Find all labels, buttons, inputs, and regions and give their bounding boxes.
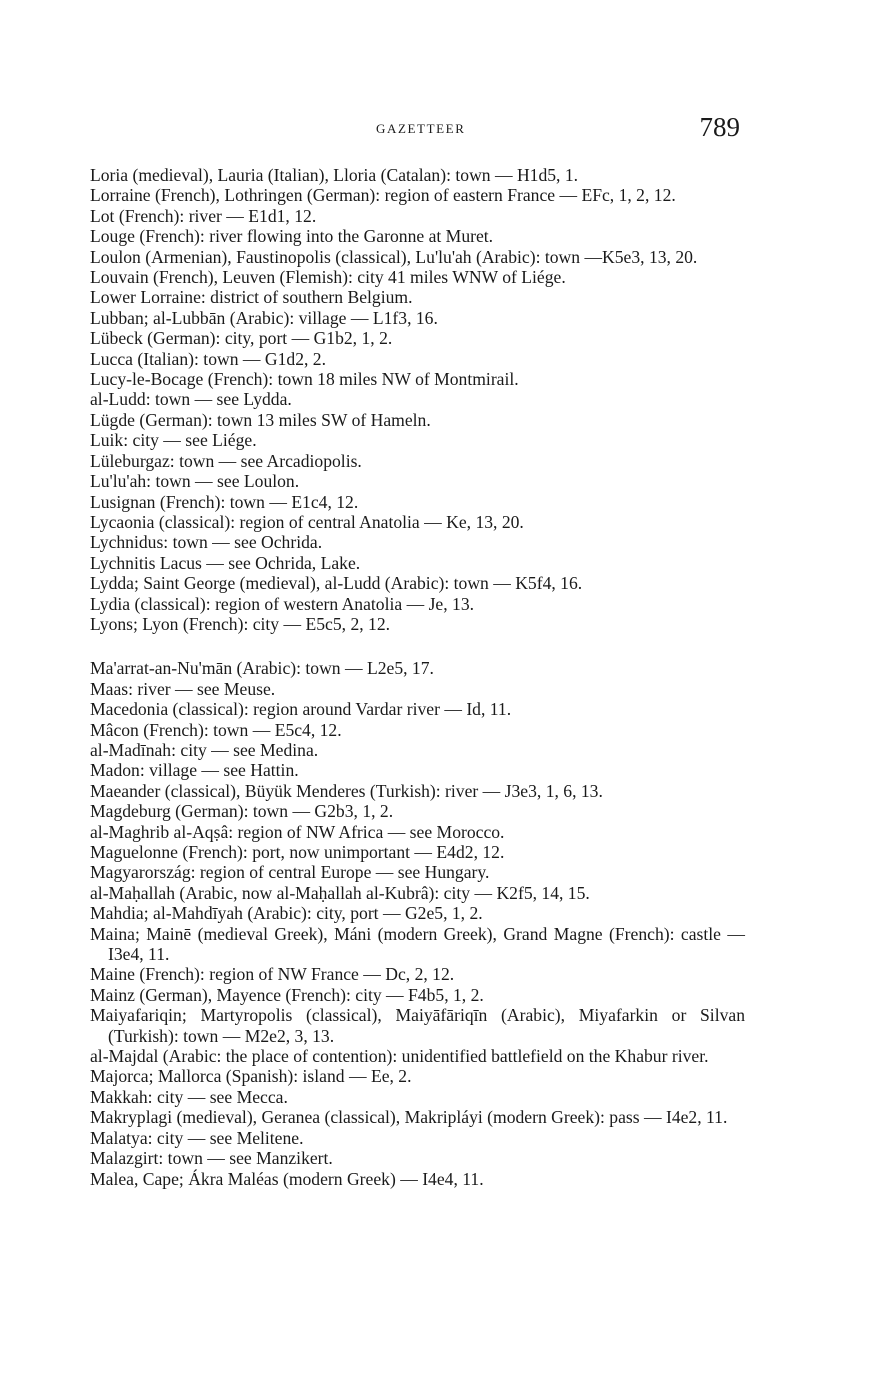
gazetteer-entry: Maiyafariqin; Martyropolis (classical), Maiyāfāriqīn (Arabic), Miyafarkin or Silvan (Turkish): town — M2e2, 3, 13.	[90, 1005, 745, 1046]
group-separator	[90, 634, 745, 658]
gazetteer-entry: al-Madīnah: city — see Medina.	[90, 739, 319, 760]
gazetteer-entry: Mahdia; al-Mahdīyah (Arabic): city, port — G2e5, 1, 2.	[90, 903, 483, 924]
gazetteer-entry: Lübeck (German): city, port — G1b2, 1, 2.	[90, 328, 393, 349]
gazetteer-entry: Lorraine (French), Lothringen (German): region of eastern France — EFc, 1, 2, 12.	[90, 185, 676, 206]
gazetteer-entry: Madon: village — see Hattin.	[90, 760, 299, 781]
gazetteer-entry: Lydia (classical): region of western Anatolia — Je, 13.	[90, 593, 475, 614]
gazetteer-entry: Lüleburgaz: town — see Arcadiopolis.	[90, 450, 362, 471]
gazetteer-entry: Makryplagi (medieval), Geranea (classical), Makripláyi (modern Greek): pass — I4e2, 11.	[90, 1107, 728, 1128]
gazetteer-entry: Malatya: city — see Melitene.	[90, 1127, 304, 1148]
gazetteer-entry: Lusignan (French): town — E1c4, 12.	[90, 491, 359, 512]
gazetteer-entry: Lycaonia (classical): region of central Anatolia — Ke, 13, 20.	[90, 511, 524, 532]
gazetteer-entry: Lot (French): river — E1d1, 12.	[90, 205, 317, 226]
gazetteer-entry: Maas: river — see Meuse.	[90, 678, 276, 699]
gazetteer-entry: Loria (medieval), Lauria (Italian), Lloria (Catalan): town — H1d5, 1.	[90, 165, 579, 185]
gazetteer-entry: Maeander (classical), Büyük Menderes (Turkish): river — J3e3, 1, 6, 13.	[90, 780, 603, 801]
gazetteer-entry: al-Majdal (Arabic: the place of contention): unidentified battlefield on the Khabur river.	[90, 1046, 709, 1067]
gazetteer-entry: al-Maghrib al-Aqṣâ: region of NW Africa — see Morocco.	[90, 821, 505, 842]
gazetteer-entry: Magyarország: region of central Europe — see Hungary.	[90, 862, 490, 883]
gazetteer-entry: Lubban; al-Lubbān (Arabic): village — L1f3, 16.	[90, 307, 438, 328]
gazetteer-entry: Maguelonne (French): port, now unimportant — E4d2, 12.	[90, 842, 505, 862]
entries-group-l	[90, 165, 745, 634]
page-number: 789	[699, 112, 740, 142]
gazetteer-entry: Lydda; Saint George (medieval), al-Ludd (Arabic): town — K5f4, 16.	[90, 573, 583, 594]
entries-group-m	[90, 658, 745, 1189]
page-header	[90, 112, 750, 152]
gazetteer-entry: Lychnitis Lacus — see Ochrida, Lake.	[90, 552, 361, 573]
gazetteer-entry: Lucy-le-Bocage (French): town 18 miles NW of Montmirail.	[90, 369, 519, 390]
gazetteer-entry: Maine (French): region of NW France — Dc, 2, 12.	[90, 964, 455, 985]
gazetteer-entries	[90, 165, 745, 1189]
gazetteer-entry: Malazgirt: town — see Manzikert.	[90, 1148, 333, 1169]
gazetteer-entry: Lower Lorraine: district of southern Belgium.	[90, 287, 413, 308]
gazetteer-entry: al-Maḥallah (Arabic, now al-Maḥallah al-Kubrâ): city — K2f5, 14, 15.	[90, 882, 590, 903]
gazetteer-entry: Makkah: city — see Mecca.	[90, 1086, 288, 1107]
gazetteer-entry: Louvain (French), Leuven (Flemish): city 41 miles WNW of Liége.	[90, 267, 566, 288]
gazetteer-entry: Louge (French): river flowing into the Garonne at Muret.	[90, 226, 494, 247]
gazetteer-entry: Majorca; Mallorca (Spanish): island — Ee, 2.	[90, 1066, 412, 1087]
gazetteer-entry: Lychnidus: town — see Ochrida.	[90, 532, 323, 553]
gazetteer-entry: Maina; Mainē (medieval Greek), Máni (modern Greek), Grand Magne (French): castle — I3e4, 11.	[90, 923, 745, 965]
running-title: GAZETTEER	[376, 121, 466, 136]
gazetteer-entry: Lügde (German): town 13 miles SW of Hameln.	[90, 409, 431, 430]
gazetteer-entry: Malea, Cape; Ákra Maléas (modern Greek) — I4e4, 11.	[90, 1168, 484, 1189]
gazetteer-entry: Mainz (German), Mayence (French): city — F4b5, 1, 2.	[90, 984, 484, 1005]
gazetteer-entry: Ma'arrat-an-Nu'mān (Arabic): town — L2e5, 17.	[90, 658, 434, 679]
gazetteer-entry: Mâcon (French): town — E5c4, 12.	[90, 719, 342, 740]
gazetteer-entry: Luik: city — see Liége.	[90, 430, 257, 451]
gazetteer-entry: al-Ludd: town — see Lydda.	[90, 389, 292, 410]
gazetteer-entry: Magdeburg (German): town — G2b3, 1, 2.	[90, 801, 394, 822]
gazetteer-entry: Lucca (Italian): town — G1d2, 2.	[90, 348, 326, 369]
gazetteer-entry: Macedonia (classical): region around Vardar river — Id, 11.	[90, 699, 512, 720]
gazetteer-entry: Lu'lu'ah: town — see Loulon.	[90, 471, 300, 492]
gazetteer-entry: Lyons; Lyon (French): city — E5c5, 2, 12.	[90, 613, 391, 634]
gazetteer-entry: Loulon (Armenian), Faustinopolis (classical), Lu'lu'ah (Arabic): town —K5e3, 13, 20.	[90, 246, 698, 267]
